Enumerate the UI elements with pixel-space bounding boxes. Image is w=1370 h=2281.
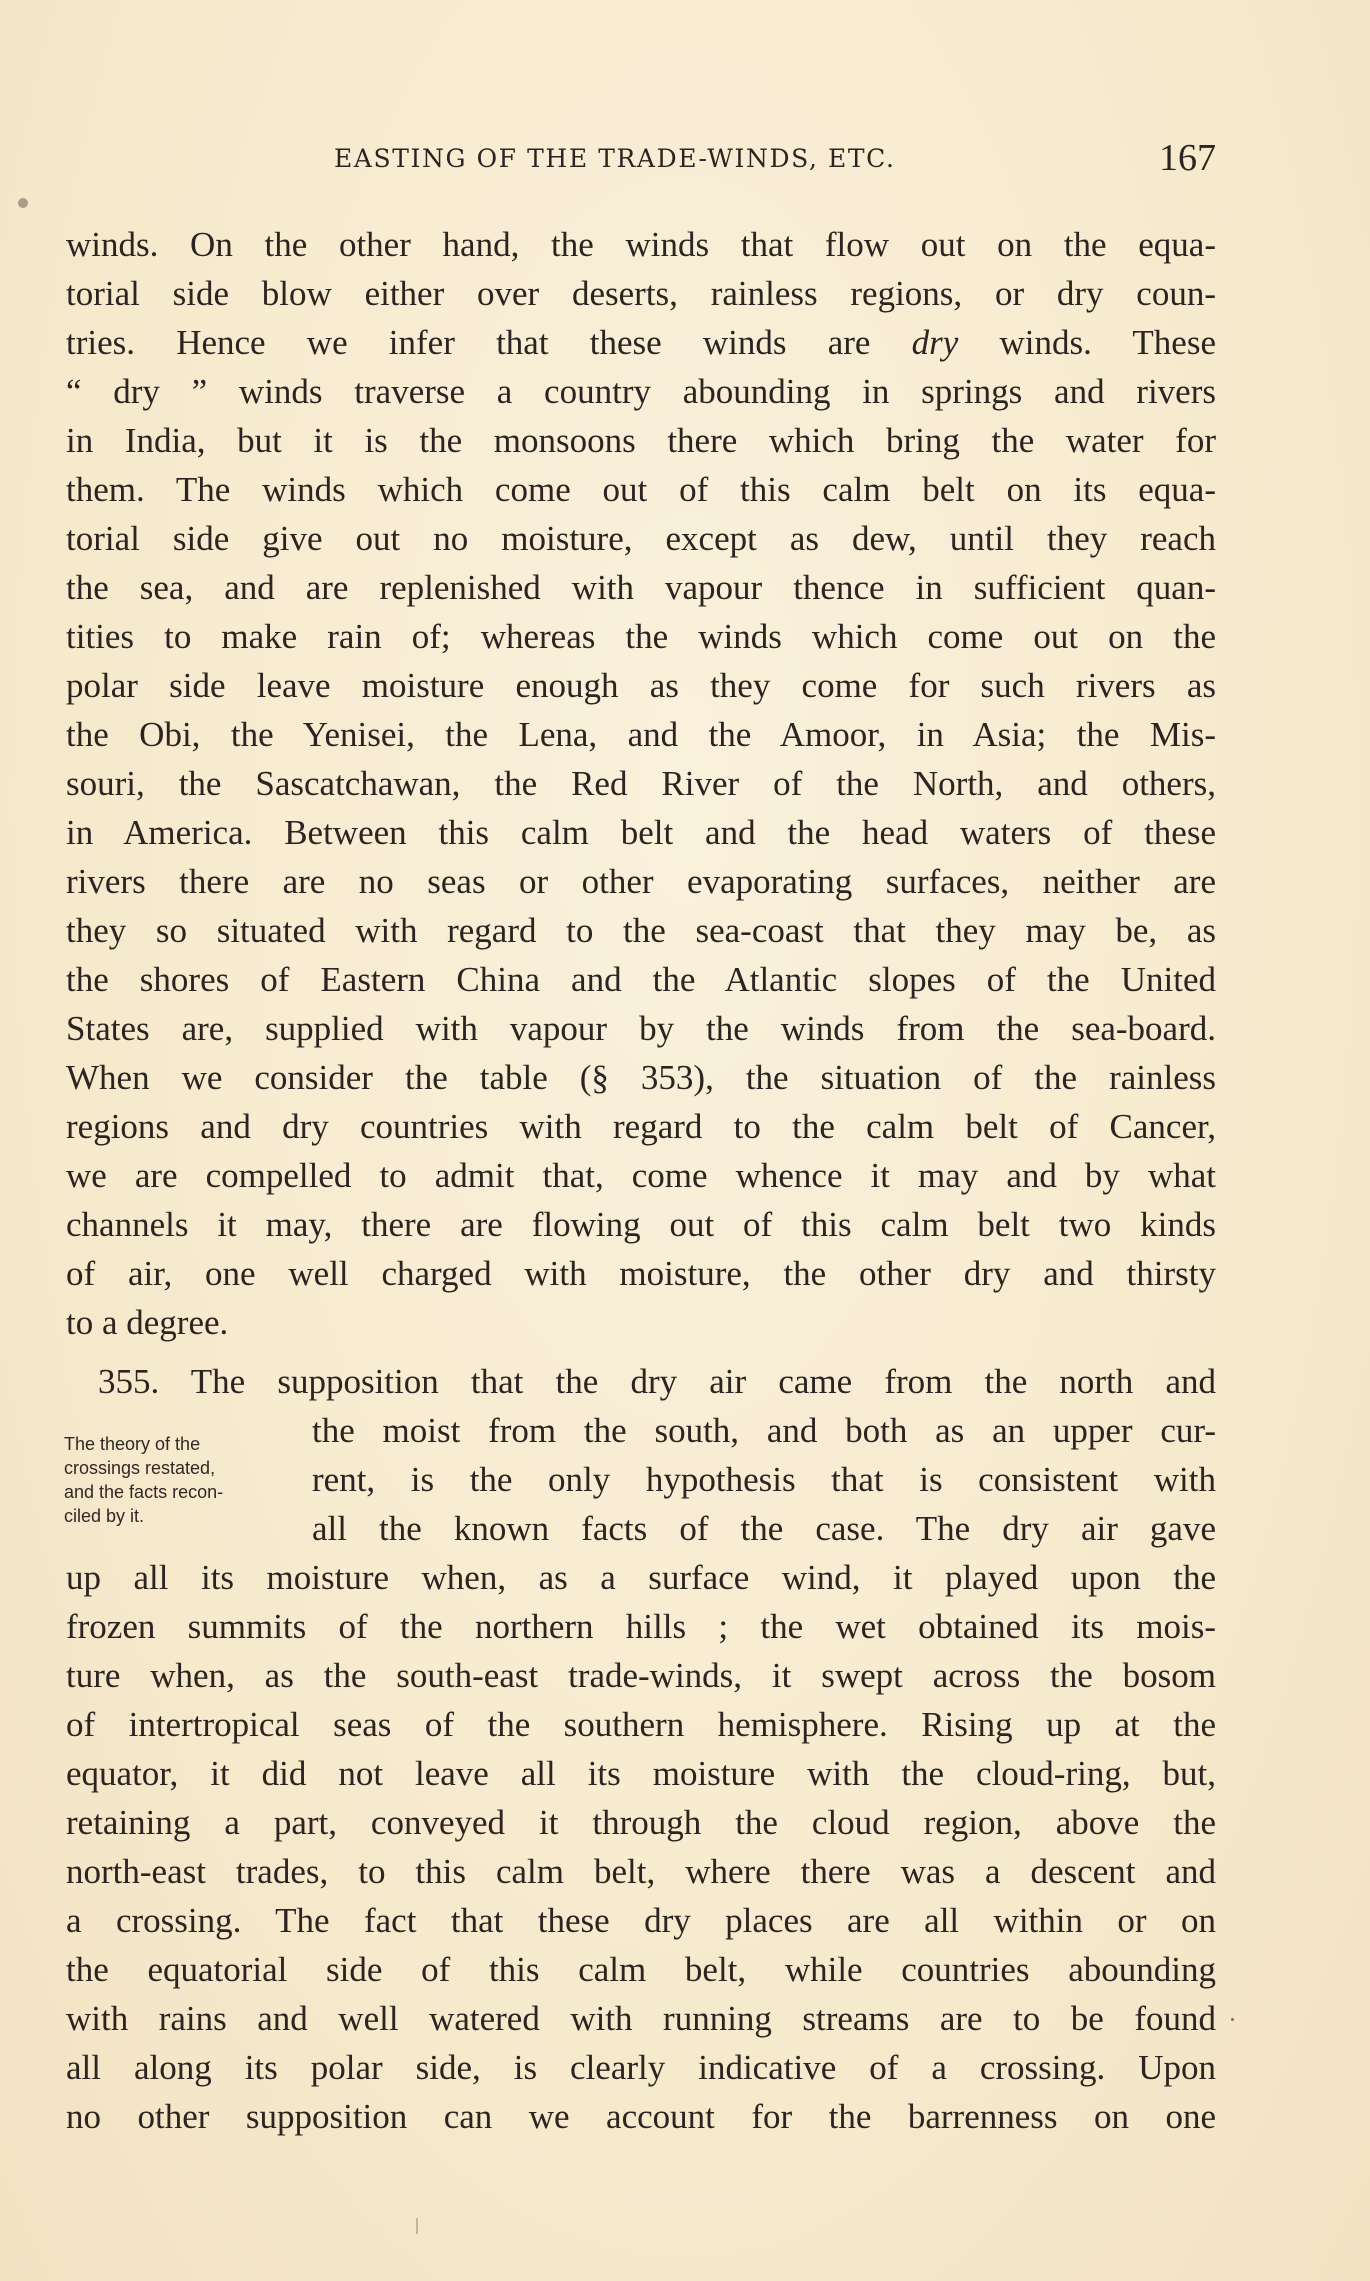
text-line: up all its moisture when, as a surface wind, it played upon the xyxy=(66,1558,1216,1597)
marginal-note-line: ciled by it. xyxy=(64,1506,145,1526)
text-line: tities to make rain of; whereas the winds which come out on the xyxy=(66,617,1216,656)
text-line: equator, it did not leave all its moisture with the cloud-ring, but, xyxy=(66,1754,1216,1793)
text-line: winds. On the other hand, the winds that flow out on the equa- xyxy=(66,225,1216,264)
text-line: the equatorial side of this calm belt, while countries abounding xyxy=(66,1950,1216,1989)
text-line: ture when, as the south-east trade-winds, it swept across the bosom xyxy=(66,1656,1216,1695)
text-line: of air, one well charged with moisture, the other dry and thirsty xyxy=(66,1254,1216,1293)
margin-speck xyxy=(1231,2018,1234,2021)
page-header xyxy=(66,136,1216,186)
text-line: torial side blow either over deserts, rainless regions, or dry coun- xyxy=(66,274,1216,313)
text-line: in India, but it is the monsoons there which bring the water for xyxy=(66,421,1216,460)
page-number: 167 xyxy=(1159,137,1216,179)
marginal-note-line: and the facts recon- xyxy=(64,1482,224,1502)
text-line: States are, supplied with vapour by the winds from the sea-board. xyxy=(66,1009,1216,1048)
text-line: with rains and well watered with running streams are to be found xyxy=(66,1999,1216,2038)
text-line: a crossing. The fact that these dry places are all within or on xyxy=(66,1901,1216,1940)
text-line: the shores of Eastern China and the Atlantic slopes of the United xyxy=(66,960,1216,999)
paragraph-start-line: 355. The supposition that the dry air came from the north and xyxy=(98,1362,1216,1401)
marginal-note-line: The theory of the xyxy=(64,1434,201,1454)
text-line: all along its polar side, is clearly indicative of a crossing. Upon xyxy=(66,2048,1216,2087)
page-mark xyxy=(416,2218,418,2234)
text-line: the sea, and are replenished with vapour thence in sufficient quan- xyxy=(66,568,1216,607)
margin-speck xyxy=(18,198,28,208)
text-line: no other supposition can we account for the barrenness on one xyxy=(66,2097,1216,2136)
text-line: polar side leave moisture enough as they come for such rivers as xyxy=(66,666,1216,705)
text-line: rivers there are no seas or other evaporating surfaces, neither are xyxy=(66,862,1216,901)
text-line: the Obi, the Yenisei, the Lena, and the Amoor, in Asia; the Mis- xyxy=(66,715,1216,754)
text-line xyxy=(66,319,1216,367)
text-line: all the known facts of the case. The dry air gave xyxy=(312,1509,1216,1548)
text-line: When we consider the table (§ 353), the situation of the rainless xyxy=(66,1058,1216,1097)
text-line: north-east trades, to this calm belt, where there was a descent and xyxy=(66,1852,1216,1891)
marginal-note-line: crossings restated, xyxy=(64,1458,216,1478)
text-line: to a degree. xyxy=(66,1303,229,1342)
text-line: torial side give out no moisture, except as dew, until they reach xyxy=(66,519,1216,558)
marginal-note xyxy=(64,1432,304,1528)
text-line: they so situated with regard to the sea-coast that they may be, as xyxy=(66,911,1216,950)
text-line: we are compelled to admit that, come whence it may and by what xyxy=(66,1156,1216,1195)
text-line: souri, the Sascatchawan, the Red River of the North, and others, xyxy=(66,764,1216,803)
text-line: frozen summits of the northern hills ; the wet obtained its mois- xyxy=(66,1607,1216,1646)
running-head: EASTING OF THE TRADE-WINDS, ETC. xyxy=(334,144,896,173)
text-line: regions and dry countries with regard to the calm belt of Cancer, xyxy=(66,1107,1216,1146)
text-line: the moist from the south, and both as an upper cur- xyxy=(312,1411,1216,1450)
text-line: them. The winds which come out of this calm belt on its equa- xyxy=(66,470,1216,509)
text-line: in America. Between this calm belt and the head waters of these xyxy=(66,813,1216,852)
text-line: retaining a part, conveyed it through the cloud region, above the xyxy=(66,1803,1216,1842)
italic-word: dry xyxy=(911,323,959,362)
text-fragment: winds. These xyxy=(958,323,1216,362)
text-line: rent, is the only hypothesis that is consistent with xyxy=(312,1460,1216,1499)
text-fragment: tries. Hence we infer that these winds are xyxy=(66,323,912,362)
text-line: channels it may, there are flowing out of this calm belt two kinds xyxy=(66,1205,1216,1244)
text-line: of intertropical seas of the southern hemisphere. Rising up at the xyxy=(66,1705,1216,1744)
text-line: “ dry ” winds traverse a country abounding in springs and rivers xyxy=(66,372,1216,411)
